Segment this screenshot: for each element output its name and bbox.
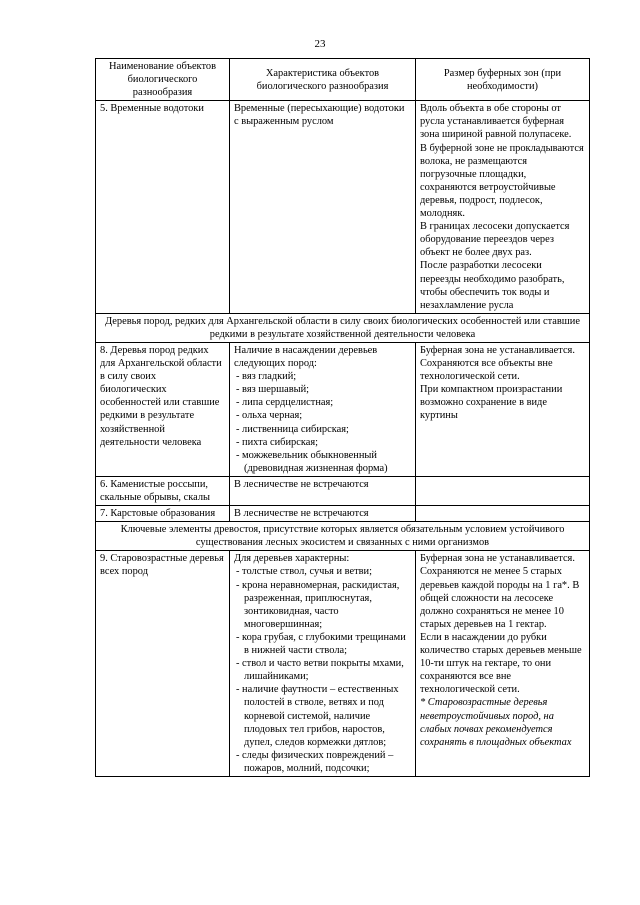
section-heading: Ключевые элементы древостоя, присутствие которых является обязательным условием устойчивого существования лесных экосистем и связанных с ними организмов bbox=[96, 522, 590, 551]
buffer-text: Сохраняются все объекты вне технологической сети. bbox=[420, 358, 553, 383]
buffer-text: Если в насаждении до рубки количество старых деревьев меньше 10-ти штук на гектаре, то они сохраняются все вне технологической сети. bbox=[420, 631, 582, 696]
row-characteristic: В лесничестве не встречаются bbox=[230, 506, 416, 522]
list-item: - лиственница сибирская; bbox=[236, 423, 349, 435]
row-characteristic bbox=[230, 342, 416, 476]
header-name: Наименование объектов биологического разнообразия bbox=[96, 59, 230, 101]
row-buffer bbox=[416, 506, 590, 522]
table-row bbox=[96, 506, 590, 522]
list-item: - ольха черная; bbox=[236, 410, 303, 422]
buffer-text: Буферная зона не устанавливается. bbox=[420, 344, 575, 356]
buffer-text: В буферной зоне не прокладываются волока, не размещаются погрузочные площадки, сохраняются ветроустойчивые деревья, подрост, подлесок, молодняк. bbox=[420, 142, 584, 220]
buffer-text: При компактном произрастании возможно сохранение в виде куртины bbox=[420, 384, 563, 422]
buffer-text: Сохраняются не менее 5 старых деревьев каждой породы на 1 га*. В общей сложности на лесосеке должно сохраняться не менее 10 старых деревьев на 1 гектар. bbox=[420, 566, 580, 630]
list-item: - толстые ствол, сучья и ветви; bbox=[236, 566, 372, 578]
table-header-row bbox=[96, 59, 590, 101]
list-item: - пихта сибирская; bbox=[236, 436, 318, 448]
biodiversity-table bbox=[95, 58, 590, 777]
characteristic-text: Временные (пересыхающие) водотоки с выраженным руслом bbox=[234, 103, 405, 128]
buffer-text: Буферная зона не устанавливается. bbox=[420, 553, 575, 565]
buffer-text: В границах лесосеки допускается оборудование переездов через объект не более двух раз. bbox=[420, 221, 570, 259]
feature-list bbox=[234, 565, 411, 775]
row-name: 9. Старовозрастные деревья всех пород bbox=[96, 551, 230, 777]
table-row bbox=[96, 342, 590, 476]
section-heading: Деревья пород, редких для Архангельской области в силу своих биологических особенностей или ставшие редкими в результате хозяйственной деятельности человека bbox=[96, 313, 590, 342]
row-name: 6. Каменистые россыпи, скальные обрывы, скалы bbox=[96, 476, 230, 505]
list-item: - кора грубая, с глубокими трещинами в нижней части ствола; bbox=[236, 631, 406, 657]
page-number: 23 bbox=[314, 38, 326, 50]
row-buffer bbox=[416, 476, 590, 505]
row-buffer bbox=[416, 101, 590, 314]
list-item: - следы физических повреждений – пожаров, молний, подсочки; bbox=[236, 749, 394, 774]
buffer-text: После разработки лесосеки переезды необходимо разобрать, чтобы обеспечить ток воды и незахламление русла bbox=[420, 260, 565, 311]
buffer-footnote: * Старовозрастные деревья неветроустойчивых пород, на слабых почвах рекомендуется сохранять в площадных объектах bbox=[420, 697, 572, 748]
section-row bbox=[96, 313, 590, 342]
section-row bbox=[96, 522, 590, 551]
list-item: - наличие фаутности – естественных полостей в стволе, ветвях и под корневой системой, наличие плодовых тел грибов, наростов, дупел, следов кормежки дятлов; bbox=[236, 684, 399, 748]
header-buffer: Размер буферных зон (при необходимости) bbox=[416, 59, 590, 101]
row-characteristic bbox=[230, 551, 416, 777]
table-row bbox=[96, 551, 590, 777]
row-characteristic bbox=[230, 101, 416, 314]
list-item: - липа сердцелистная; bbox=[236, 397, 334, 409]
list-item: - вяз гладкий; bbox=[236, 371, 297, 383]
row-characteristic: В лесничестве не встречаются bbox=[230, 476, 416, 505]
row-name: 8. Деревья пород редких для Архангельской области в силу своих биологических особенностей или ставшие редкими в результате хозяйственной деятельности человека bbox=[96, 342, 230, 476]
list-item: - можжевельник обыкновенный (древовидная жизненная форма) bbox=[236, 449, 388, 474]
list-item: - ствол и часто ветви покрыты мхами, лишайниками; bbox=[236, 658, 404, 683]
species-list bbox=[234, 370, 411, 475]
table-row bbox=[96, 476, 590, 505]
table-row bbox=[96, 101, 590, 314]
row-buffer bbox=[416, 342, 590, 476]
row-name: 5. Временные водотоки bbox=[96, 101, 230, 314]
row-name: 7. Карстовые образования bbox=[96, 506, 230, 522]
buffer-text: Вдоль объекта в обе стороны от русла устанавливается буферная зона шириной равной полупасеке. bbox=[420, 103, 572, 141]
header-characteristic: Характеристика объектов биологического разнообразия bbox=[230, 59, 416, 101]
list-item: - вяз шершавый; bbox=[236, 384, 310, 396]
characteristic-text: Наличие в насаждении деревьев следующих пород: bbox=[234, 344, 378, 370]
row-buffer bbox=[416, 551, 590, 777]
list-item: - крона неравномерная, раскидистая, разреженная, приплюснутая, зонтиковидная, часто многовершинная; bbox=[236, 579, 400, 630]
characteristic-text: Для деревьев характерны: bbox=[234, 553, 350, 565]
